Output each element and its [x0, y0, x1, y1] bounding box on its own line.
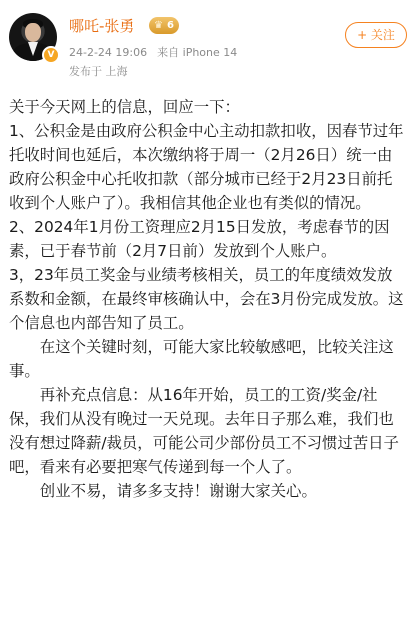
- vip-level: 6: [167, 20, 174, 31]
- post-paragraph: 3，23年员工奖金与业绩考核相关，员工的年度绩效发放系数和金额，在最终审核确认中，会在3月份完成发放。这个信息也内部告知了员工。: [9, 266, 404, 332]
- crown-icon: ♛: [154, 20, 163, 31]
- post-source: 来自 iPhone 14: [157, 46, 238, 59]
- post-paragraph: 在这个关键时刻，可能大家比较敏感吧，比较关注这事。: [9, 338, 394, 380]
- post-paragraph: 再补充点信息：从16年开始，员工的工资/奖金/社保，我们从没有晚过一天兑现。去年日子那么难，我们也没有想过降薪/裁员，可能公司少部份员工不习惯过苦日子吧，看来有必要把寒气传递到每一个人了。: [9, 386, 399, 476]
- avatar-face: [25, 23, 41, 42]
- username[interactable]: 哪吒-张勇: [69, 17, 135, 35]
- follow-button[interactable]: + 关注: [345, 22, 407, 48]
- vip-crown-badge[interactable]: [149, 17, 179, 34]
- post-location: 发布于 上海: [69, 65, 128, 78]
- post-paragraph: 关于今天网上的信息，回应一下：: [9, 98, 240, 116]
- post-header: [0, 0, 413, 90]
- post-body: [9, 95, 407, 503]
- verified-badge-icon: V: [42, 46, 60, 64]
- post-paragraph: 1、公积金是由政府公积金中心主动扣款扣收，因春节过年托收时间也延后，本次缴纳将于周一（2月26日）统一由政府公积金中心托收扣款（部分城市已经于2月23日前托收到个人账户了）。我相信其他企业也有类似的情况。: [9, 122, 404, 212]
- post-paragraph: 创业不易，请多多支持！谢谢大家关心。: [39, 482, 317, 500]
- post-meta: [69, 46, 237, 59]
- post-timestamp: 24-2-24 19:06: [69, 46, 148, 59]
- post-paragraph: 2、2024年1月份工资理应2月15日发放，考虑春节的因素，已于春节前（2月7日前）发放到个人账户。: [9, 218, 390, 260]
